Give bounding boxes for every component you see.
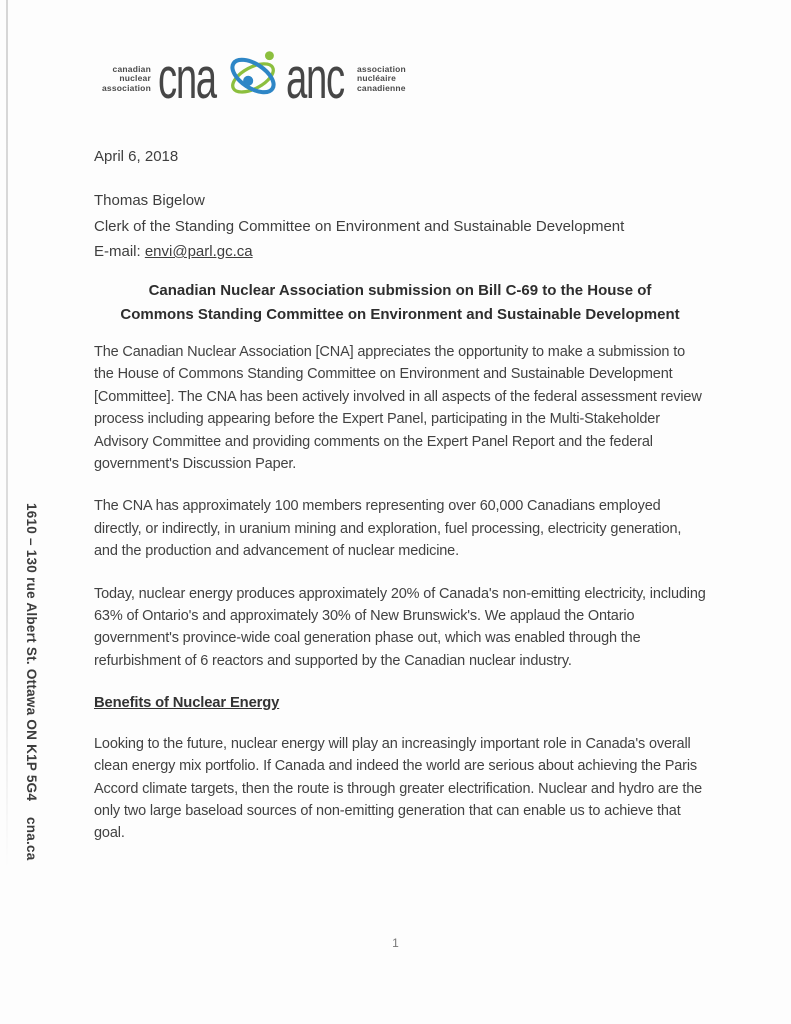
page-number: 1 xyxy=(392,936,399,950)
logo-text-line: association xyxy=(356,63,406,74)
sidebar-address xyxy=(24,503,39,861)
paragraph: Today, nuclear energy produces approximately 20% of Canada's non-emitting electricity, including 63% of Ontario's and approximately 30% of New Brunswick's. We applaud the Ontario government's province-wide coal generation phase out, which was enabled through the refurbishment of 6 reactors and supported by the Canadian nuclear industry. xyxy=(94,585,706,669)
section-heading: Benefits of Nuclear Energy xyxy=(94,695,280,712)
recipient-title: Clerk of the Standing Committee on Environment and Sustainable Development xyxy=(94,217,625,235)
email-label: E-mail: xyxy=(94,243,145,260)
logo-text-line: nuclear xyxy=(119,73,151,84)
letter-date: April 6, 2018 xyxy=(94,148,179,165)
cna-logo xyxy=(102,46,406,112)
subject-title xyxy=(94,279,706,327)
logo-cna-wordmark xyxy=(157,46,222,111)
website-text: cna.ca xyxy=(24,817,39,861)
recipient-email-line xyxy=(94,239,624,265)
logo-text-line: association xyxy=(102,82,151,93)
subject-line-2: Commons Standing Committee on Environment and Sustainable Development xyxy=(120,306,680,323)
logo-anc-text: anc xyxy=(285,46,344,111)
atom-icon xyxy=(224,46,282,106)
recipient-block xyxy=(94,188,624,265)
paragraph: The CNA has approximately 100 members representing over 60,000 Canadians employed directly, or indirectly, in uranium mining and exploration, fuel processing, electricity generation, and the production and advancement of nuclear medicine. xyxy=(94,498,682,560)
paragraph: Looking to the future, nuclear energy will play an increasingly important role in Canada's overall clean energy mix portfolio. If Canada and indeed the world are serious about achieving the Paris Accord climate targets, then the route is through greater electrification. Nuclear and hydro are the only two large baseload sources of non-emitting generation that can enable us to achieve that goal. xyxy=(94,735,703,842)
street-address: 1610 – 130 rue Albert St. Ottawa ON K1P 5G4 xyxy=(24,503,39,802)
email-link[interactable]: envi@parl.gc.ca xyxy=(144,243,253,260)
logo-text-line: canadian xyxy=(112,63,151,74)
logo-text-line: nucléaire xyxy=(356,73,397,84)
logo-text-english xyxy=(102,65,151,94)
logo-text-line: canadienne xyxy=(356,82,406,93)
scan-artifact-line xyxy=(6,0,8,868)
recipient-name: Thomas Bigelow xyxy=(94,192,205,209)
paragraph: The Canadian Nuclear Association [CNA] appreciates the opportunity to make a submission to the House of Commons Standing Committee on Environment and Sustainable Development [Committee]. The CNA has been actively involved in all aspects of the federal assessment review process including appearing before the Expert Panel, participating in the Multi-Stakeholder Advisory Committee and providing comments on the Expert Panel Report and the federal government's Discussion Paper. xyxy=(94,344,702,473)
logo-cna-text: cna xyxy=(157,46,216,111)
logo-text-french xyxy=(357,65,406,94)
subject-line-1: Canadian Nuclear Association submission on Bill C-69 to the House of xyxy=(148,282,652,299)
letter-body xyxy=(94,341,706,865)
logo-anc-wordmark xyxy=(285,46,350,111)
